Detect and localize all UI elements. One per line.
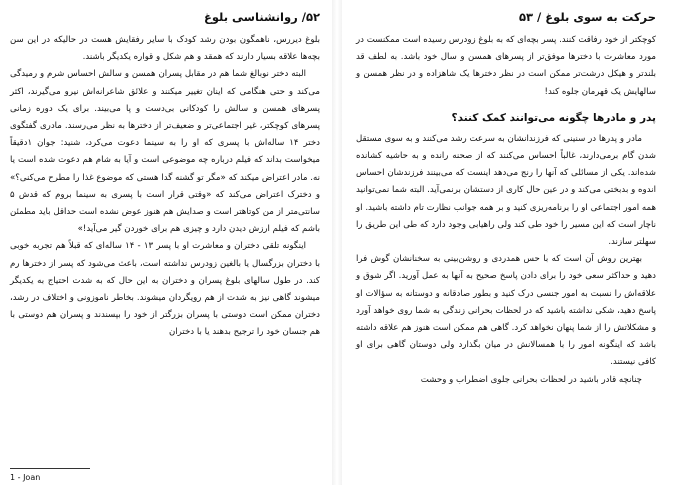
right-page-header: حرکت به سوی بلوغ / ۵۳ [519,10,656,24]
right-paragraph-1: مادر و پدرها در سنینی که فرزندانشان به سرعت رشد می‌کنند و به سوی مستقل شدن گام برمی‌دارند، غالباً احساس می‌کنند که از صحنه رانده و به حاشیه کشانده شده‌اند. یکی از مسائلی که آنها را رنج می‌دهد اینست که می‌بینند فرزندشان احساس اندوه و بدبختی می‌کند و در عین حال کاری از دستشان برنمی‌آید. البته شما نمی‌توانید همه امور اجتماعی او را برنامه‌ریزی کنید و بر همه جوانب نظارت تام داشته باشید. او ناچار است که این مسیر را خود طی کند ولی راهیابی وجود دارد که طی این طریق را سهلتر سازند. [356,133,656,248]
right-page [342,0,674,485]
left-paragraph-2: البته دختر نوبالغ شما هم در مقابل پسران همسن و سالش احساس شرم و رمیدگی می‌کند و حتی هنگامی که اینان تغییر میکنند و علائق شاعرانه‌اش نیرو می‌گیرند، اکثر پسرهای همسن و سالش را کودکانی بی‌دست و پا می‌بیند. برای یک دوره زمانی پسرهای کوچکتر، غیر اجتماعی‌تر و ضعیف‌تر از دخترها به نظر می‌رسند. مادری گفتگوی دختر ۱۴ ساله‌اش با پسری که او را به سینما دعوت می‌کرد، شنید: جوان ۱دقیقاً میخواست بداند که فیلم درباره چه موضوعی است و آیا به شام هم دعوت شده است یا نه. مادر اعتراض میکند که «مگر تو گشنه گدا هستی که موضوع غذا را مطرح می‌کنی؟» و دخترک اعتراض می‌کند که «وقتی قرار است با پسری به سینما بروم که قدش ۵ سانتی‌متر از من کوتاهتر است و صدایش هم هنوز عوض نشده است حداقل باید مطمئن باشم که فیلم ارزش دیدن دارد و چیزی هم برای خوردن گیر می‌آید!» [10,69,320,235]
right-intro-paragraph: کوچکتر از خود رفاقت کنند. پسر بچه‌ای که به بلوغ زودرس رسیده است ممکنست در مورد معاشرت با دختر‌ها موفق‌تر از پسرهای همسن و سال خود باشد. به لطف قد بلندتر و هیکل درشت‌تر ممکن است در نظر دختر‌ها یک شاهزاده و در نظر همسن و سالهایش یک قهرمان جلوه کند! [356,35,656,97]
right-paragraph-2: بهترین روش آن است که با حس همدردی و روشن‌بینی به سخنانشان گوش فرا دهید و حداکثر سعی خود را برای دادن پاسخ صحیح به آنها به عمل آورید. اگر شوق و علاقه‌اش را نسبت به امور جنسی درک کنید و بطور صادقانه و دوستانه به سؤالات او پاسخ دهید، شکی نداشته باشید که در لحظات بحرانی زندگی به شما روی خواهد آورد و مشکلاتش را از شما پنهان نخواهد کرد. گاهی هم ممکن است هنوز هم علاقه داشته باشد که اینگونه امور را با همسالانش در میان بگذارد ولی دوستان گاهی برای او کافی نیستند. [356,254,656,368]
footnote: 1 - Joan [10,473,41,482]
left-page [0,0,332,485]
section-title: پدر و مادرها چگونه می‌توانند کمک کنند؟ [451,111,656,124]
left-paragraph-1: بلوغ دیررس، ناهمگون بودن رشد کودک با سایر رفقایش هست در حالیکه در این سن بچه‌ها علاقه بسیار دارند که همقد و هم شکل و قواره یکدیگر باشند. [10,35,320,63]
right-page-body [356,32,656,389]
left-paragraph-3: اینگونه تلقی دختران و معاشرت او با پسر ۱۳ - ۱۴ ساله‌ای که قبلاً هم تجربه خوبی با دختران بزرگسال یا بالغین زودرس نداشته است، باعث می‌شود که پسر از دخترها رم کند. در طول سالهای بلوغ پسران و دختران به این حال که به شدت احتیاج به یکدیگر میشوند گاهی نیز به شدت از هم رویگردان میشوند. بخاطر ناموزونی و اختلاف در رشد، دختران ممکن است دوستی با پسران بزرگتر از خود را بپسندند و پسران هم دوستی با هم جنسان خود را ترجیح بدهند یا با دختران [10,241,320,338]
left-page-body [10,32,320,342]
book-gutter [332,0,342,485]
left-page-header: ۵۲/ روانشناسی بلوغ [203,10,320,24]
right-paragraph-3: چنانچه قادر باشید در لحظات بحرانی جلوی اضطراب و وحشت [420,374,642,385]
footnote-divider [10,468,90,469]
